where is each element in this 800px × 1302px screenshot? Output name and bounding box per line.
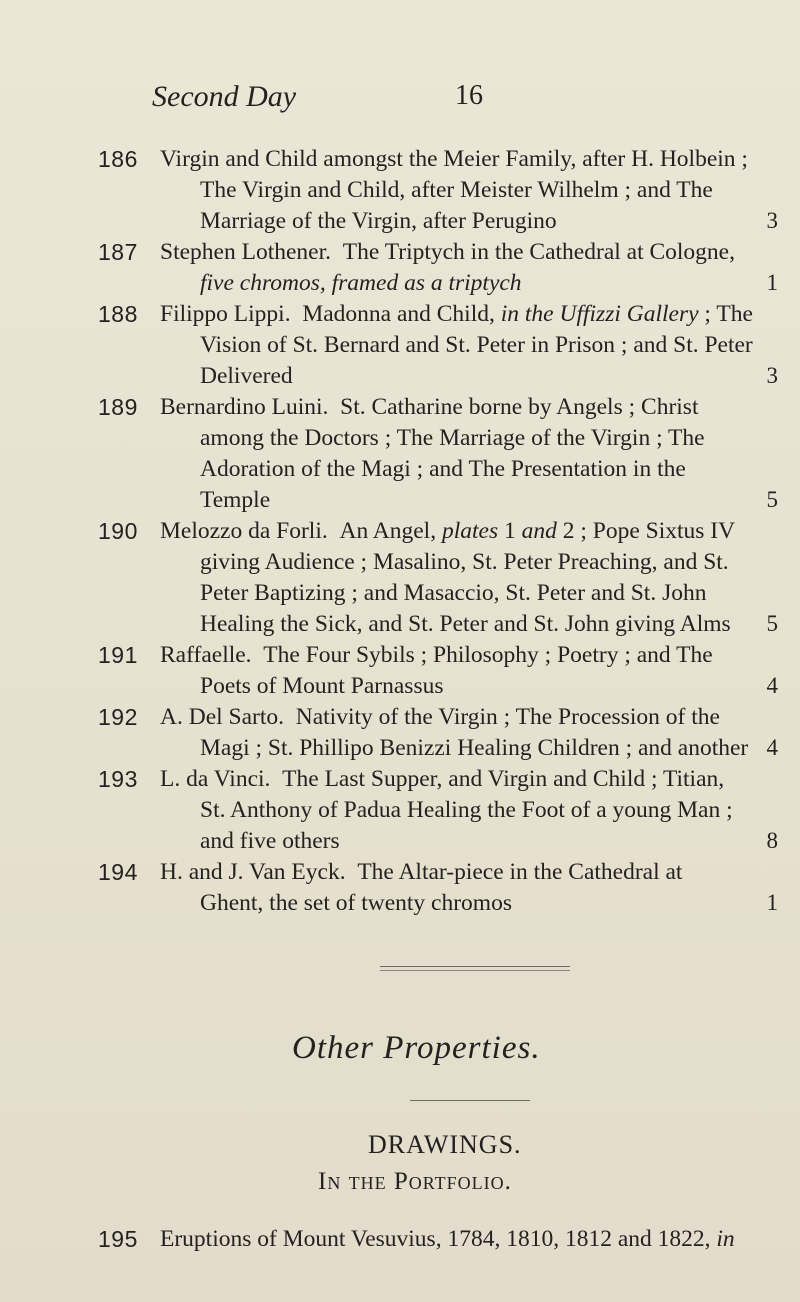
lot-description-line: Stephen Lothener. The Triptych in the Cathedral at Cologne,	[160, 239, 735, 265]
portfolio-title: In the Portfolio.	[318, 1168, 512, 1195]
lot-description-line: Poets of Mount Parnassus	[200, 673, 444, 699]
lot-description-line: L. da Vinci. The Last Supper, and Virgin and Child ; Titian,	[160, 766, 725, 792]
lot-number: 189	[98, 394, 138, 420]
lot-description-line: A. Del Sarto. Nativity of the Virgin ; The Procession of the	[160, 704, 720, 730]
drawings-title: DRAWINGS.	[368, 1130, 522, 1159]
lot-number: 190	[98, 518, 138, 544]
lot-description-line: Delivered	[200, 363, 293, 389]
section-title: Second Day	[152, 80, 297, 113]
lot-description-line: Marriage of the Virgin, after Perugino	[200, 208, 557, 234]
lot-number: 187	[98, 239, 138, 265]
lot-quantity: 4	[766, 735, 778, 760]
lot-description-line: Healing the Sick, and St. Peter and St. John giving Alms	[200, 611, 731, 637]
lot-number: 195	[98, 1226, 138, 1252]
heading-underline	[410, 1100, 530, 1101]
lot-quantity: 1	[766, 270, 778, 295]
lot-description-line: and five others	[200, 828, 340, 854]
lot-quantity: 5	[766, 611, 778, 636]
lot-description-line: Ghent, the set of twenty chromos	[200, 890, 512, 916]
page-number: 16	[455, 80, 483, 111]
lot-quantity: 3	[766, 208, 778, 233]
lot-number: 186	[98, 146, 138, 172]
lot-description-line: Eruptions of Mount Vesuvius, 1784, 1810, 1812 and 1822, in	[160, 1226, 735, 1252]
lot-description-line: Raffaelle. The Four Sybils ; Philosophy ; Poetry ; and The	[160, 642, 713, 668]
lot-description-line: Melozzo da Forli. An Angel, plates 1 and 2 ; Pope Sixtus IV	[160, 518, 736, 544]
lot-description-line: The Virgin and Child, after Meister Wilhelm ; and The	[200, 177, 713, 203]
lot-number: 193	[98, 766, 138, 792]
lot-description-line: giving Audience ; Masalino, St. Peter Preaching, and St.	[200, 549, 729, 575]
lot-number: 191	[98, 642, 138, 668]
lot-quantity: 3	[766, 363, 778, 388]
lot-description-line: among the Doctors ; The Marriage of the Virgin ; The	[200, 425, 705, 451]
lot-description-line: H. and J. Van Eyck. The Altar-piece in the Cathedral at	[160, 859, 683, 885]
lot-description-line: Temple	[200, 487, 271, 513]
lot-quantity: 8	[766, 828, 778, 853]
lot-description-line: Filippo Lippi. Madonna and Child, in the Uffizzi Gallery ; The	[160, 301, 753, 327]
lot-number: 194	[98, 859, 138, 885]
lot-number: 188	[98, 301, 138, 327]
lot-quantity: 1	[766, 890, 778, 915]
section-divider	[380, 966, 570, 967]
lot-quantity: 5	[766, 487, 778, 512]
lot-description-line: five chromos, framed as a triptych	[200, 270, 522, 296]
lot-description-line: St. Anthony of Padua Healing the Foot of a young Man ;	[200, 797, 733, 823]
lot-description-line: Magi ; St. Phillipo Benizzi Healing Children ; and another	[200, 735, 749, 761]
lot-description-line: Bernardino Luini. St. Catharine borne by Angels ; Christ	[160, 394, 699, 420]
page-header	[152, 80, 752, 120]
lot-description-line: Virgin and Child amongst the Meier Family, after H. Holbein ;	[160, 146, 748, 172]
lot-quantity: 4	[766, 673, 778, 698]
lot-description-line: Peter Baptizing ; and Masaccio, St. Peter and St. John	[200, 580, 707, 606]
other-properties-heading: Other Properties.	[292, 1030, 541, 1066]
lot-description-line: Adoration of the Magi ; and The Presentation in the	[200, 456, 686, 482]
lot-description-line: Vision of St. Bernard and St. Peter in Prison ; and St. Peter	[200, 332, 753, 358]
lot-number: 192	[98, 704, 138, 730]
